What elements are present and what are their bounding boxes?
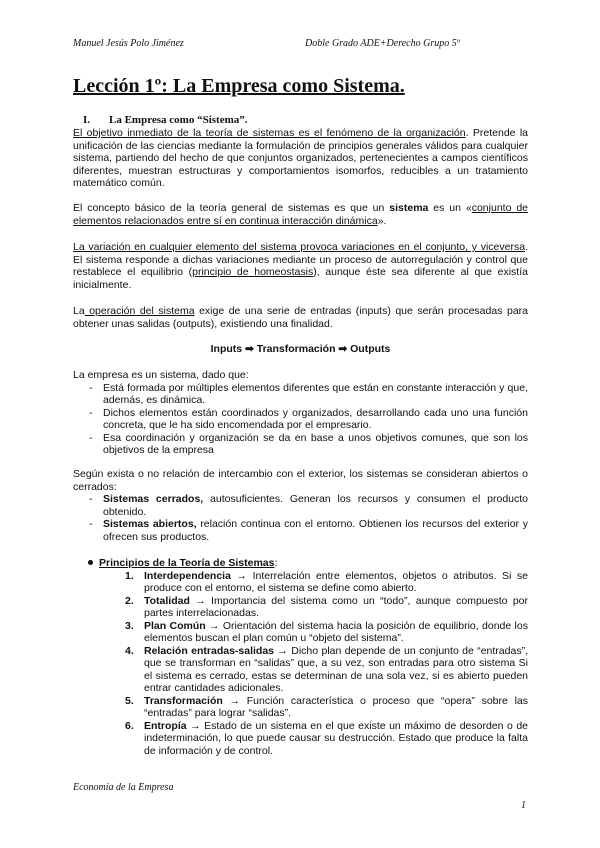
paragraph-5 [73,369,528,457]
paragraph-6 [73,468,528,543]
footer-subject: Economía de la Empresa [73,782,174,793]
io-flow: Inputs ➡ Transformación ➡ Outputs [210,343,391,355]
p2-text-a: El concepto básico de la teoría general de sistemas es que un [73,202,390,214]
principle-item [73,595,528,620]
principle-term: Transformación [144,694,223,707]
p4-underlined: operación del sistema [84,305,195,317]
section-number: I. [83,114,91,126]
p6-text: Según exista o no relación de intercambio con el exterior, los sistemas se consideran abiertos o cerrados: [73,468,528,493]
page-number: 1 [521,800,526,811]
principle-term: Totalidad [144,594,190,607]
page-title: Lección 1º: La Empresa como Sistema. [73,75,405,97]
open-systems-desc: relación continua con el entorno. Obtienen los recursos del exterior y ofrecen sus productos. [103,518,529,543]
principle-term: Interdependencia [144,569,231,582]
principle-desc: → Importancia del sistema como un “todo”, aunque compuesto por partes interrelacionadas. [144,594,528,619]
principle-number: 1. [125,569,134,582]
principle-term: Plan Común [144,619,206,632]
principle-item [73,620,528,645]
paragraph-2 [73,202,528,227]
principles-colon: : [274,557,278,569]
principle-item [73,570,528,595]
principle-number: 4. [125,644,134,657]
system-types-list [73,493,528,543]
list-item [73,518,528,543]
p4-text-a: La [73,305,85,317]
header-author: Manuel Jesús Polo Jiménez [73,38,184,49]
list-item [73,493,528,518]
principles-heading: Principios de la Teoría de Sistemas [99,557,275,569]
principle-number: 5. [125,694,134,707]
p2-definition: conjunto de elementos relacionados entre sí en continua interacción dinámica [73,202,528,227]
open-systems-term: Sistemas abiertos, [103,518,197,530]
closed-systems-desc: autosuficientes. Generan los recursos y consumen el producto obtenido. [103,493,529,518]
p4-text-b: exige de una serie de entradas (inputs) que serán procesadas para obtener unas salidas (outputs), existiendo una finalidad. [73,305,528,330]
closed-systems-term: Sistemas cerrados, [103,493,204,505]
paragraph-4 [73,305,528,330]
p3-text-b: ), aunque éste sea diferente al que existía inicialmente. [73,266,528,291]
p2-text-e: ». [377,214,387,227]
principle-item [73,645,528,695]
p2-text-c: es un « [428,202,472,214]
p3-underlined: La variación en cualquier elemento del sistema provoca variaciones en el conjunto, y viceversa [73,241,526,253]
p1-rest: . Pretende la unificación de las ciencias mediante la formulación de principios generales válidos para cualquier sistema, partiendo del hecho de que conjuntos organizados, pertenecientes a campos científicos diferentes, muestran estructuras y comportamientos isomorfos, reducibles a un tratamiento matemático común. [73,127,529,189]
principles-list [73,570,528,758]
principle-number: 6. [125,719,134,732]
section-heading [83,114,248,126]
paragraph-3 [73,241,528,291]
principle-item [73,695,528,720]
section-title: La Empresa como “Sistema”. [109,114,248,126]
characteristics-list [73,382,528,457]
list-item: - Dichos elementos están coordinados y organizados, desarrollando cada uno una función concreta, que le ha sido encomendada por el empresario. [73,407,528,432]
p2-sistema: sistema [389,202,429,214]
bullet-icon [88,560,93,565]
principle-desc: → Función característica o proceso que “opera” sobre las “entradas” para lograr “salidas”. [144,694,528,719]
header-course: Doble Grado ADE+Derecho Grupo 5º [305,38,460,49]
principle-item [73,720,528,758]
p1-underlined: El objetivo inmediato de la teoría de sistemas es el fenómeno de la organización [73,127,466,139]
list-item: - Esa coordinación y organización se da en base a unos objetivos comunes, que son los objetivos de la empresa [73,432,528,457]
p3-text-a: . El sistema responde a dichas variaciones mediante un proceso de autorregulación y control que restablece el equilibrio ( [73,241,528,278]
principle-term: Relación entradas-salidas [144,644,275,657]
principles-heading-row [73,557,528,570]
principle-desc: → Dicho plan depende de un conjunto de “entradas”, que se transforman en “salidas” que, a su vez, son entradas para otro sistema Si el sistema es cerrado, estas se determinan de una sola vez, si es abierto pueden entrar cantidades adicionales. [144,644,528,694]
list-item: - Está formada por múltiples elementos diferentes que están en constante interacción y que, además, es dinámica. [73,382,528,407]
p5-text: La empresa es un sistema, dado que: [73,369,249,381]
p3-homeostasis-link[interactable]: principio de homeostasis [192,266,314,278]
principle-desc: → Orientación del sistema hacia la posición de equilibrio, donde los elementos buscan el plan común u “objeto del sistema”. [144,619,528,644]
principles-section [73,557,528,757]
principle-desc: → Interrelación entre elementos, objetos o atributos. Si se produce con el entorno, el sistema se define como abierto. [144,569,528,594]
principle-number: 3. [125,619,134,632]
principle-desc: → Estado de un sistema en el que existe un máximo de desorden o de indeterminación, lo que puede causar su destrucción. Estado que produce la falta de información y de control. [144,719,528,757]
principle-term: Entropía [144,719,187,732]
principle-number: 2. [125,594,134,607]
paragraph-1 [73,127,528,190]
